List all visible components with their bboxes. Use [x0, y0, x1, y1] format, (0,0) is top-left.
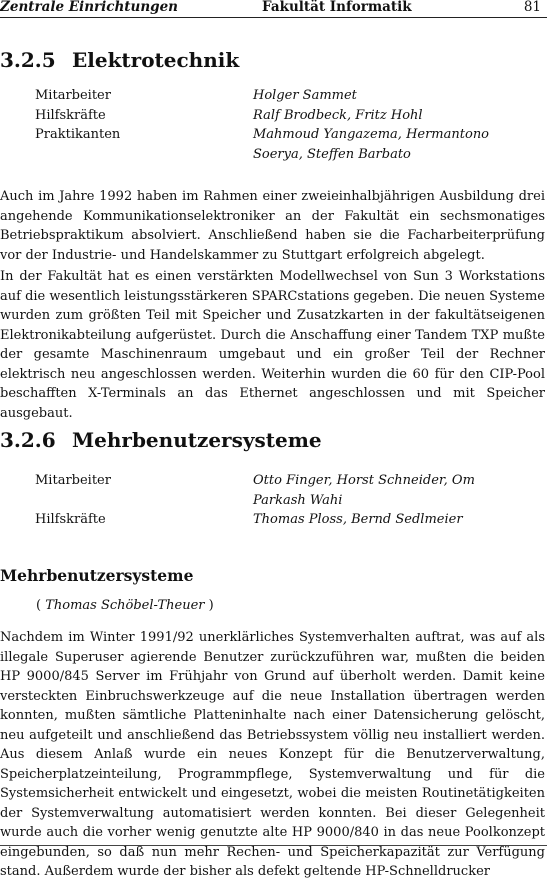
staff-role: Mitarbeiter — [35, 473, 111, 488]
staff-role: Hilfskräfte — [35, 512, 106, 527]
header-faculty-title: Fakultät Informatik — [262, 0, 412, 15]
section-number: 3.2.6 — [0, 428, 56, 452]
header-rule — [0, 17, 547, 18]
staff-names: Holger Sammet — [253, 88, 357, 103]
running-header — [0, 0, 547, 18]
paragraph-modellwechsel: In der Fakultät hat es einen verstärkten Modellwechsel von Sun 3 Workstations auf die wesentlich leistungsstärkeren SPARCstations gegeben. Die neuen Systeme wurden zum größten Teil mit Speicher und Zusatzkarten in der fakultätseigenen Elektronikabteilung aufgerüstet. Durch die Anschaffung einer Tandem TXP mußte der gesamte Maschinenraum umgebaut und ein großer Teil der Rechner elektrisch neu angeschlossen werden. Weiterhin wurden die 60 für den CIP-Pool beschafften X-Terminals an das Ethernet angeschlossen und mit Speicher ausgebaut. — [0, 269, 545, 421]
section-heading-elektrotechnik — [0, 49, 239, 71]
staff-row — [35, 86, 513, 106]
staff-role: Mitarbeiter — [35, 88, 111, 103]
staff-table-elektrotechnik — [35, 86, 513, 164]
staff-table-mehrbenutzersysteme — [35, 471, 513, 530]
section-heading-mehrbenutzersysteme — [0, 429, 322, 451]
staff-role: Praktikanten — [35, 127, 121, 142]
section-title: Mehrbenutzersysteme — [72, 428, 322, 452]
section-number: 3.2.5 — [0, 48, 56, 72]
author-name: Thomas Schöbel-Theuer — [45, 598, 205, 613]
staff-names: Otto Finger, Horst Schneider, Om Parkash Wahi — [253, 473, 475, 508]
footer-rule — [0, 845, 547, 846]
header-chapter-title: Zentrale Einrichtungen — [0, 0, 178, 15]
subsection-heading: Mehrbenutzersysteme — [0, 566, 194, 585]
author-paren-close: ) — [204, 598, 214, 613]
section-title: Elektrotechnik — [72, 48, 240, 72]
staff-row — [35, 106, 513, 126]
page-number: 81 — [523, 0, 541, 15]
paragraph-ausbildung: Auch im Jahre 1992 haben im Rahmen einer zweieinhalbjährigen Ausbildung drei angehende Kommunikationselektroniker an der Fakultät ein sechsmonatiges Betriebspraktikum absolviert. Anschließend haben sie die Facharbeiterprüfung vor der Industrie- und Handelskammer zu Stuttgart erfolgreich abgelegt. — [0, 189, 545, 263]
staff-row — [35, 510, 513, 530]
staff-names: Mahmoud Yangazema, Hermantono Soerya, Steffen Barbato — [253, 127, 490, 162]
staff-role: Hilfskräfte — [35, 107, 106, 123]
author-line — [36, 597, 214, 615]
staff-row — [35, 471, 513, 510]
staff-names: Ralf Brodbeck, Fritz Hohl — [253, 107, 423, 123]
paragraph-systemverhalten: Nachdem im Winter 1991/92 unerklärliches Systemverhalten auftrat, was auf als illegale Superuser agierende Benutzer zurückzuführen war, mußten die beiden HP 9000/845 Server im Frühjahr von Grund auf überholt werden. Damit keine versteckten Einbruchswerkzeuge auf die neue Installation übertragen werden konnten, mußten sämtliche Platteninhalte nach einer Datensicherung gelöscht, neu aufgeteilt und anschließend das Betriebssystem völlig neu installiert werden. Aus diesem Anlaß wurde ein neues Konzept für die Benutzerverwaltung, Speicherplatzeinteilung, Programmpflege, Systemverwaltung und für die Systemsicherheit entwickelt und eingesetzt, wobei die meisten Routinetätigkeiten der Systemverwaltung automatisiert werden konnten. Bei dieser Gelegenheit wurde auch die vorher wenig genutzte alte HP 9000/840 in das neue Poolkonzept eingebunden, so daß nun mehr Rechen- und Speicherkapazität zur Verfügung stand. Außerdem wurde der bisher als defekt geltende HP-Schnelldrucker — [0, 630, 545, 879]
staff-names: Thomas Ploss, Bernd Sedlmeier — [253, 512, 463, 527]
staff-row — [35, 125, 513, 164]
author-paren-open: ( — [36, 598, 46, 613]
